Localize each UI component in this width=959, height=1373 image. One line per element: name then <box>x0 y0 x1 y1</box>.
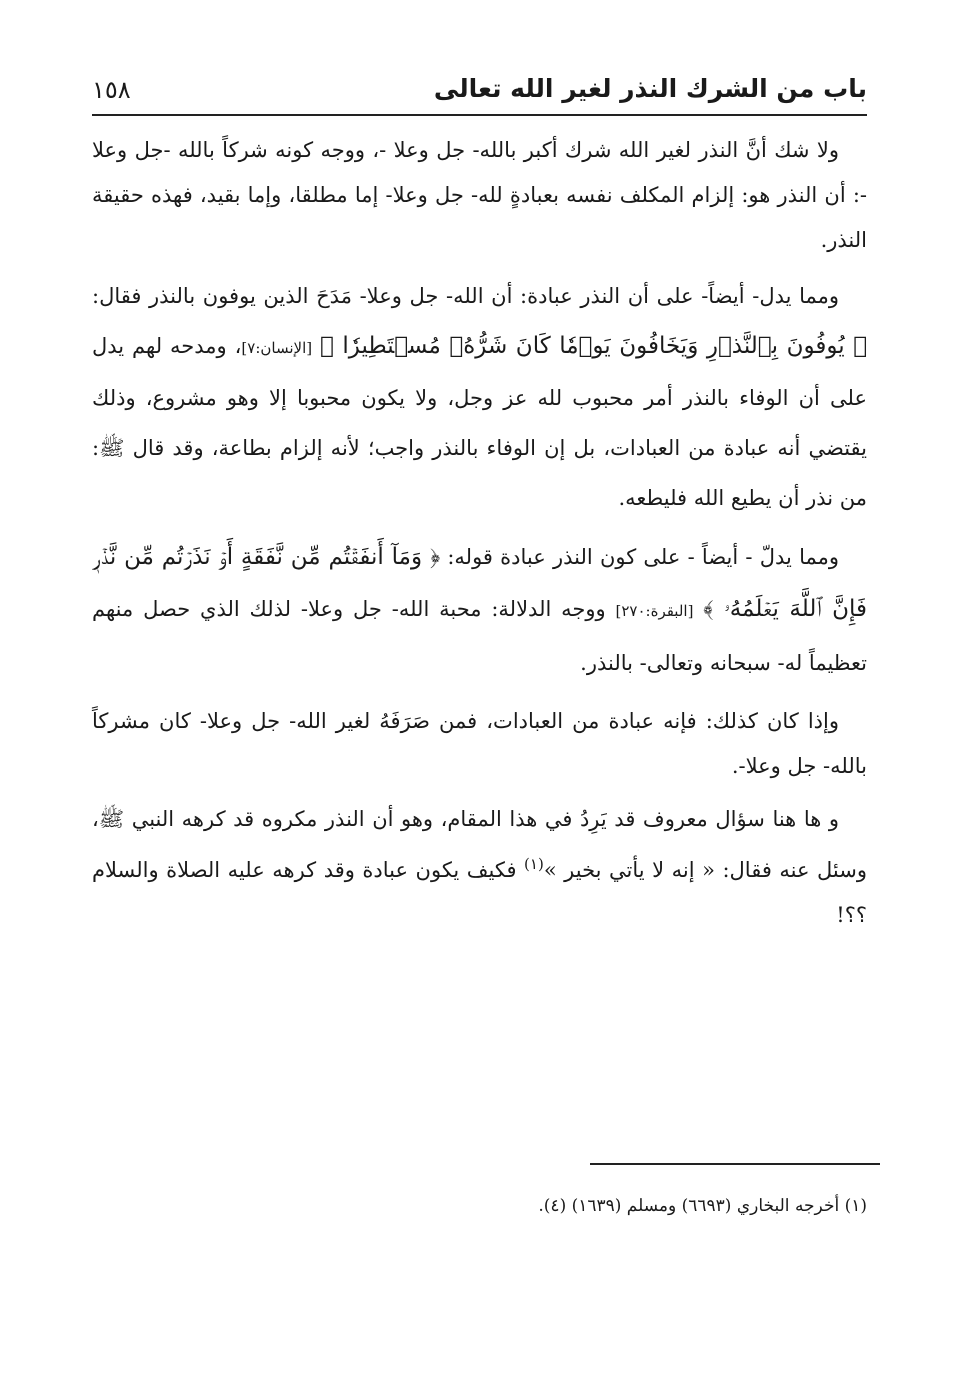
paragraph-2-text: ومما يدل- أيضاً- على أن النذر عبادة: أن الله- جل وعلا- مَدَحَ الذين يوفون بالنذر فقال: <box>92 284 839 308</box>
paragraph-5 <box>92 797 867 938</box>
paragraph-3-continuation: ووجه الدلالة: محبة الله- جل وعلا- لذلك الذي حصل منهم تعظيماً له- سبحانه وتعالى- بالنذر. <box>92 597 867 675</box>
verse-reference-insan: [الإنسان:٧] <box>241 339 313 357</box>
paragraph-2 <box>92 271 867 523</box>
verse-reference-baqarah: [البقرة:٢٧٠] <box>615 602 694 620</box>
footnote-divider <box>590 1163 880 1165</box>
paragraph-4: وإذا كان كذلك: فإنه عبادة من العبادات، فمن صَرَفَهُ لغير الله- جل وعلا- كان مشركاً بالله- جل وعلا-. <box>92 709 867 778</box>
footnote: (١) أخرجه البخاري (٦٦٩٣) ومسلم (١٦٣٩) (٤). <box>538 1196 867 1216</box>
header-divider <box>92 114 867 116</box>
chapter-title: باب من الشرك النذر لغير الله تعالى <box>433 74 867 103</box>
quran-verse-insan: ﴿ يُوفُونَ بِٱلنَّذۡرِ وَيَخَافُونَ يَوۡمٗا كَانَ شَرُّهُۥ مُسۡتَطِيرٗا ﴾ <box>320 333 867 359</box>
paragraph-1: ولا شك أنَّ النذر لغير الله شرك أكبر بالله- جل وعلا -، ووجه كونه شركاً بالله -جل وعلا -: أن النذر هو: إلزام المكلف نفسه بعبادةٍ لله- جل وعلا- إما مطلقا، وإما بقيد، فهذه حقيقة النذر. <box>92 138 867 252</box>
paragraph-3-text: ومما يدلّ - أيضاً - على كون النذر عبادة قوله: <box>440 545 839 569</box>
paragraph-2-continuation: ، ومدحه لهم يدل على أن الوفاء بالنذر أمر محبوب لله عز وجل، ولا يكون محبوبا إلا وهو مشروع، وذلك يقتضي أنه عبادة من العبادات، بل إن الوفاء بالنذر واجب؛ لأنه إلزام بطاعة، وقد قال ﷺ: من نذر أن يطيع الله فليطعه. <box>92 334 867 510</box>
paragraph-5-continuation: فكيف يكون عبادة وقد كرهه عليه الصلاة والسلام ؟؟! <box>92 858 867 927</box>
quran-verse-baqarah: ﴿ وَمَآ أَنفَقۡتُم مِّن نَّفَقَةٍ أَوۡ نَذَرۡتُم مِّن نَّذۡرٖ فَإِنَّ ٱللَّهَ يَعۡلَمُهُۥ ﴾ <box>92 544 867 622</box>
paragraph-5-text: و ها هنا سؤال معروف قد يَرِدُ في هذا المقام، وهو أن النذر مكروه قد كرهه النبي ﷺ، وسئل عنه فقال: « إنه لا يأتي بخير » <box>92 807 867 882</box>
page-number: ١٥٨ <box>92 76 131 104</box>
main-text <box>92 128 867 938</box>
page-header <box>92 68 867 114</box>
footnote-marker[interactable]: (١) <box>524 855 544 873</box>
paragraph-3 <box>92 531 867 689</box>
